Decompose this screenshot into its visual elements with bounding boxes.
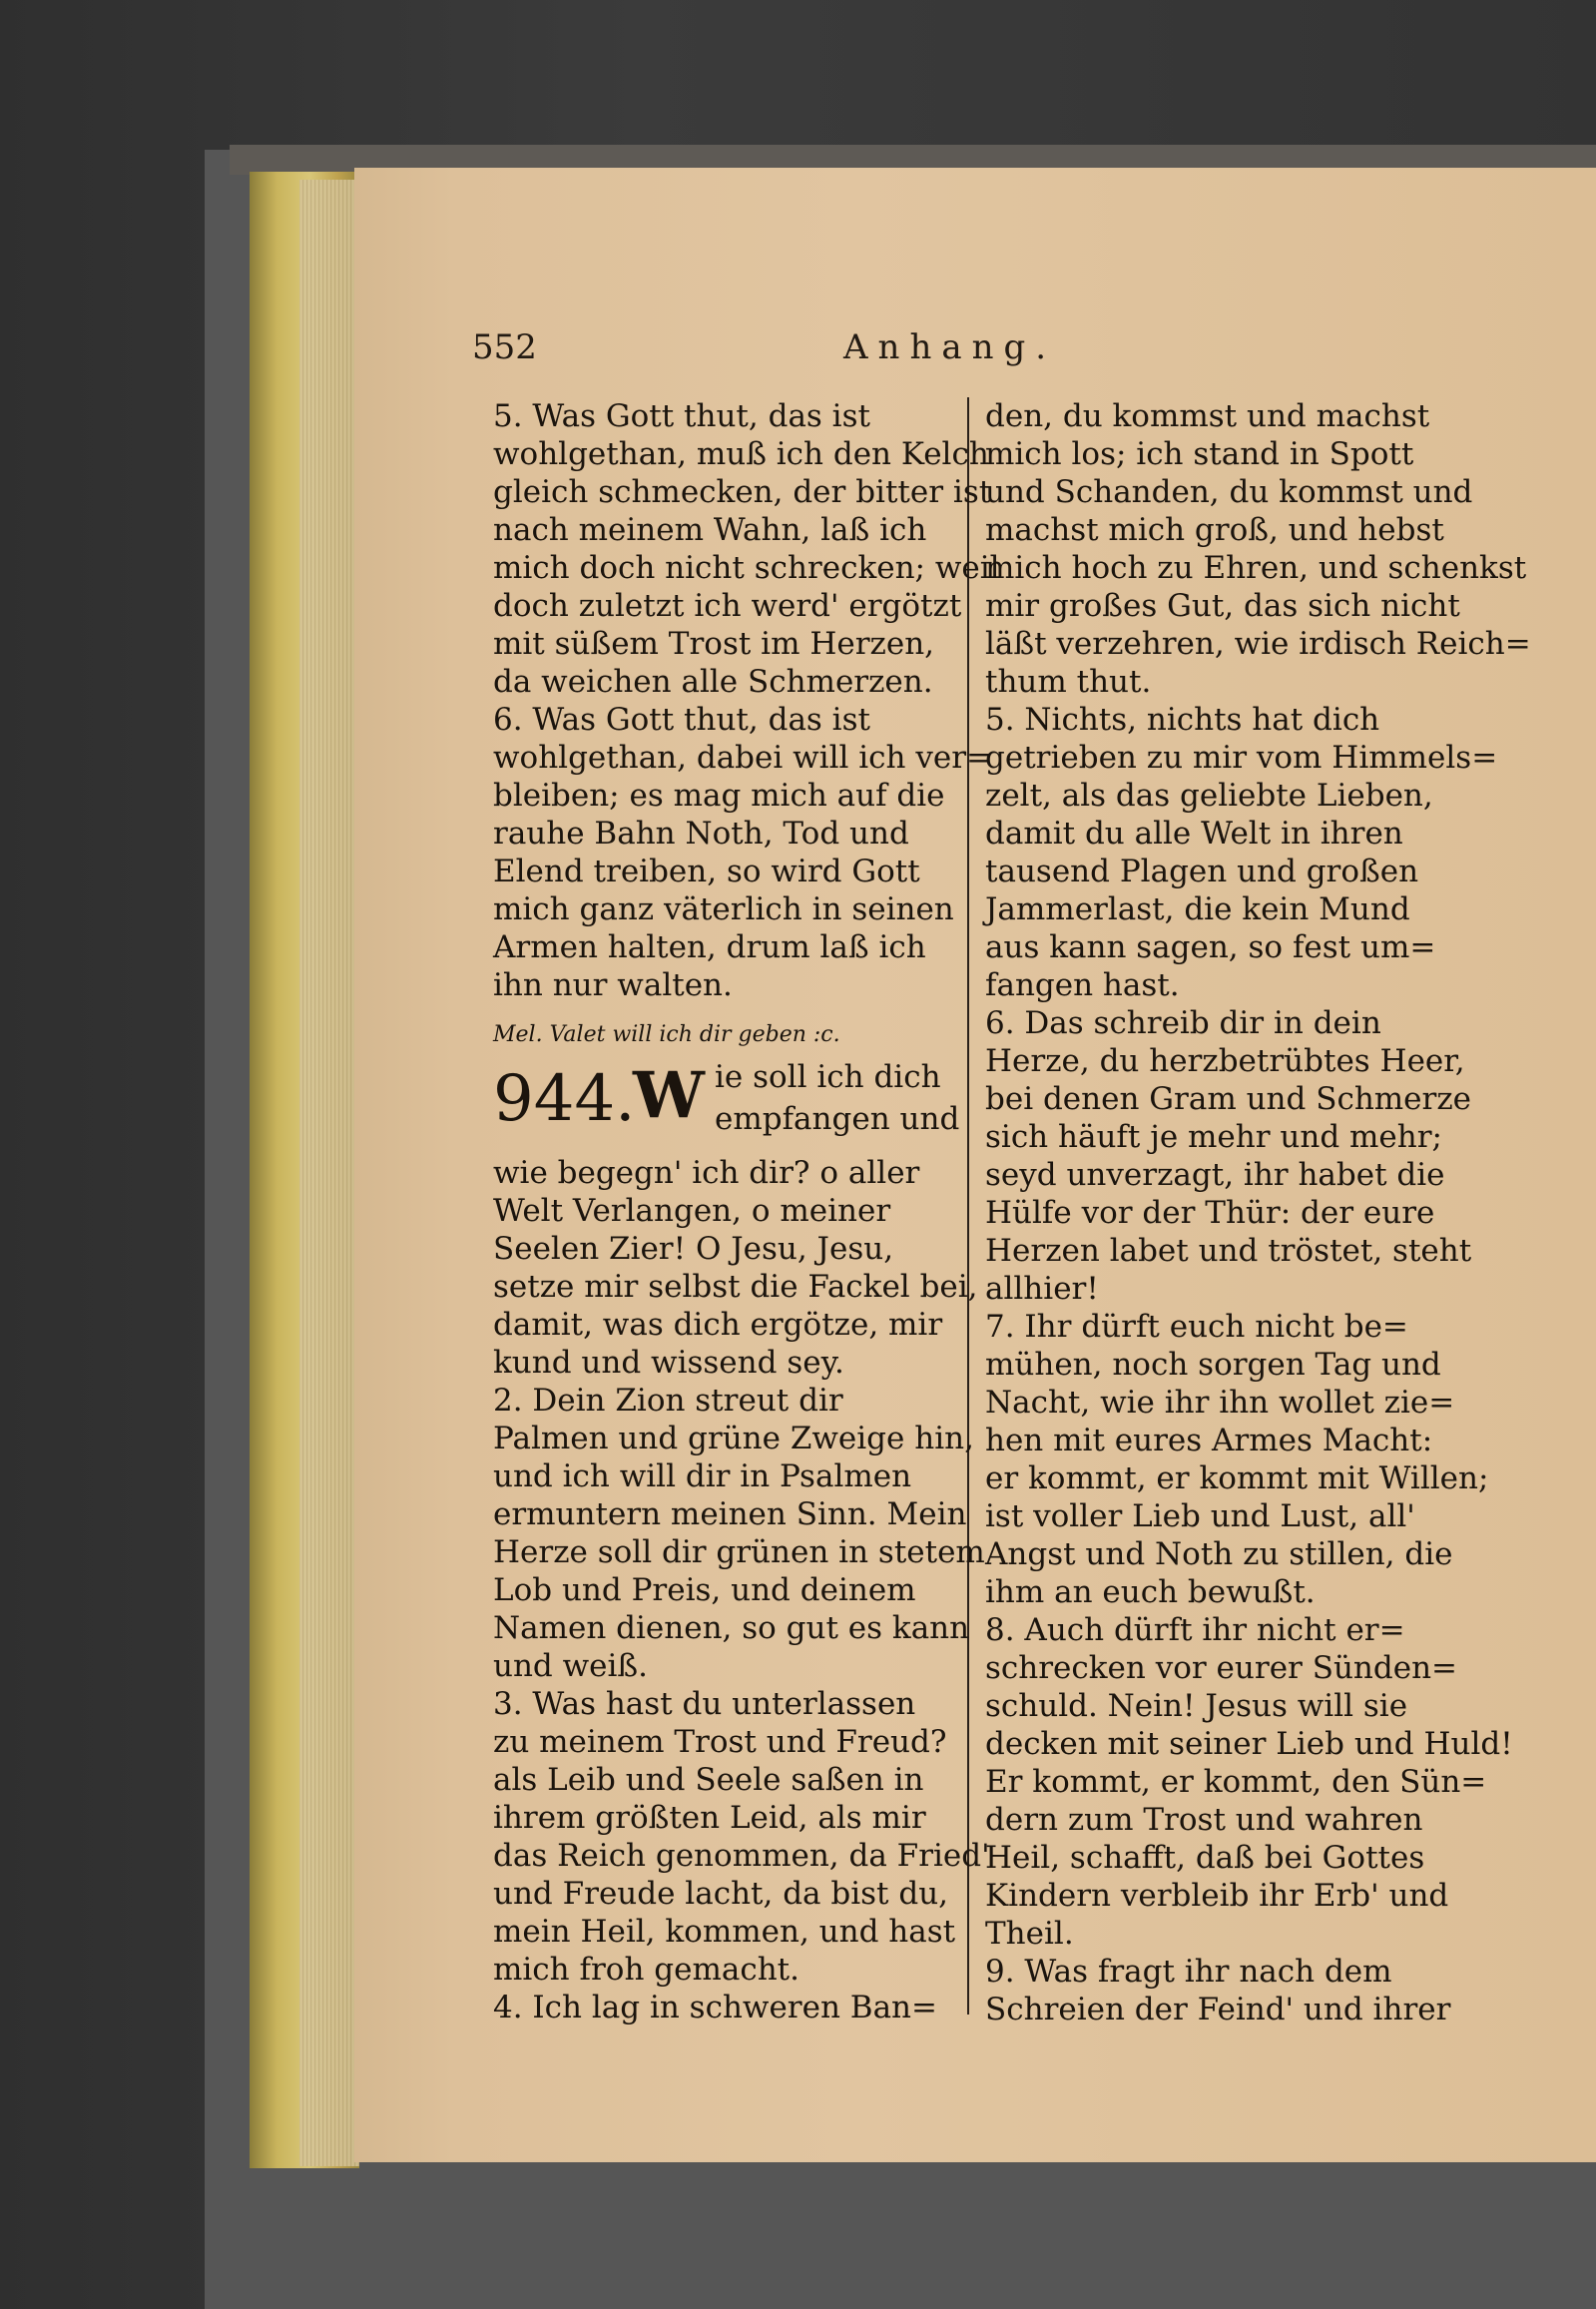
text-line: und Freude lacht, da bist du, <box>493 1876 949 1912</box>
text-line: Angst und Noth zu stillen, die <box>985 1536 1453 1572</box>
text-line: Nacht, wie ihr ihn wollet zie= <box>985 1385 1455 1421</box>
text-line: wohlgethan, muß ich den Kelch <box>493 436 989 472</box>
text-line: bleiben; es mag mich auf die <box>493 778 945 814</box>
text-line: ist voller Lieb und Lust, all' <box>985 1498 1415 1534</box>
text-line: bei denen Gram und Schmerze <box>985 1081 1472 1117</box>
text-line: ihm an euch bewußt. <box>985 1574 1316 1610</box>
text-line: allhier! <box>985 1271 1099 1307</box>
text-line: ihn nur walten. <box>493 967 733 1003</box>
hymn-heading <box>493 1054 982 1154</box>
text-line: Lob und Preis, und deinem <box>493 1572 916 1608</box>
running-title: Anhang. <box>843 327 1057 367</box>
text-line: und weiß. <box>493 1648 648 1684</box>
text-line: Herze, du herzbetrübtes Heer, <box>985 1043 1465 1079</box>
text-line: Kindern verbleib ihr Erb' und <box>985 1878 1449 1914</box>
text-line: da weichen alle Schmerzen. <box>493 664 933 700</box>
text-line: 3. Was hast du unterlassen <box>493 1686 916 1722</box>
text-line: mich los; ich stand in Spott <box>985 436 1414 472</box>
text-line: Theil. <box>985 1916 1074 1952</box>
text-line: läßt verzehren, wie irdisch Reich= <box>985 626 1531 662</box>
text-line: 9. Was fragt ihr nach dem <box>985 1954 1392 1990</box>
text-line: mit süßem Trost im Herzen, <box>493 626 935 662</box>
text-line: und ich will dir in Psalmen <box>493 1458 912 1494</box>
text-line: rauhe Bahn Noth, Tod und <box>493 816 909 852</box>
text-line: fangen hast. <box>985 967 1180 1003</box>
melody-note: Mel. Valet will ich dir geben :c. <box>493 1022 840 1047</box>
text-line: dern zum Trost und wahren <box>985 1802 1423 1838</box>
text-line: setze mir selbst die Fackel bei, <box>493 1269 978 1305</box>
text-line: Jammerlast, die kein Mund <box>985 891 1410 927</box>
text-line: Herzen labet und tröstet, steht <box>985 1233 1472 1269</box>
text-line: doch zuletzt ich werd' ergötzt <box>493 588 962 624</box>
text-line: mich froh gemacht. <box>493 1952 799 1988</box>
text-line: mein Heil, kommen, und hast <box>493 1914 956 1950</box>
text-line: hen mit eures Armes Macht: <box>985 1423 1433 1458</box>
text-line: 8. Auch dürft ihr nicht er= <box>985 1612 1405 1648</box>
text-line: seyd unverzagt, ihr habet die <box>985 1157 1445 1193</box>
text-line: er kommt, er kommt mit Willen; <box>985 1460 1489 1496</box>
text-line: wohlgethan, dabei will ich ver= <box>493 740 993 776</box>
text-line: gleich schmecken, der bitter ist <box>493 474 992 510</box>
text-line: machst mich groß, und hebst <box>985 512 1444 548</box>
text-line: Armen halten, drum laß ich <box>493 929 926 965</box>
text-line: Hülfe vor der Thür: der eure <box>985 1195 1435 1231</box>
text-line: 5. Nichts, nichts hat dich <box>985 702 1380 738</box>
text-line: ie soll ich dich <box>715 1059 941 1095</box>
text-line: zu meinem Trost und Freud? <box>493 1724 947 1760</box>
text-line: schuld. Nein! Jesus will sie <box>985 1688 1408 1724</box>
text-line: empfangen und <box>715 1101 960 1137</box>
text-line: zelt, als das geliebte Lieben, <box>985 778 1433 814</box>
text-line: wie begegn' ich dir? o aller <box>493 1155 920 1191</box>
drop-cap: W <box>633 1058 705 1133</box>
text-line: tausend Plagen und großen <box>985 854 1419 889</box>
text-line: Er kommt, er kommt, den Sün= <box>985 1764 1487 1800</box>
text-line: 5. Was Gott thut, das ist <box>493 398 870 434</box>
text-line: sich häuft je mehr und mehr; <box>985 1119 1442 1155</box>
page-number: 552 <box>472 327 537 367</box>
text-line: als Leib und Seele saßen in <box>493 1762 924 1798</box>
text-line: damit, was dich ergötze, mir <box>493 1307 943 1343</box>
left-column <box>493 397 1000 2026</box>
text-line: Palmen und grüne Zweige hin, <box>493 1421 974 1456</box>
text-line: Elend treiben, so wird Gott <box>493 854 920 889</box>
text-line: 7. Ihr dürft euch nicht be= <box>985 1309 1408 1345</box>
text-line: getrieben zu mir vom Himmels= <box>985 740 1498 776</box>
text-line: 4. Ich lag in schweren Ban= <box>493 1990 937 2025</box>
right-column <box>985 397 1531 2028</box>
text-line: nach meinem Wahn, laß ich <box>493 512 927 548</box>
text-line: 6. Das schreib dir in dein <box>985 1005 1381 1041</box>
text-line: 6. Was Gott thut, das ist <box>493 702 870 738</box>
text-line: mir großes Gut, das sich nicht <box>985 588 1460 624</box>
text-line: schrecken vor eurer Sünden= <box>985 1650 1458 1686</box>
text-line: decken mit seiner Lieb und Huld! <box>985 1726 1513 1762</box>
hymn-number: 944. <box>493 1062 636 1136</box>
text-line: Seelen Zier! O Jesu, Jesu, <box>493 1231 894 1267</box>
text-line: mich hoch zu Ehren, und schenkst <box>985 550 1527 586</box>
text-line: mühen, noch sorgen Tag und <box>985 1347 1441 1383</box>
text-line: den, du kommst und machst <box>985 398 1430 434</box>
text-line: ihrem größten Leid, als mir <box>493 1800 926 1836</box>
text-line: damit du alle Welt in ihren <box>985 816 1403 852</box>
text-line: thum thut. <box>985 664 1152 700</box>
text-line: das Reich genommen, da Fried' <box>493 1838 990 1874</box>
text-line: ermuntern meinen Sinn. Mein <box>493 1496 967 1532</box>
text-line: kund und wissend sey. <box>493 1345 844 1381</box>
text-line: Welt Verlangen, o meiner <box>493 1193 891 1229</box>
text-line: 2. Dein Zion streut dir <box>493 1383 843 1419</box>
text-line: aus kann sagen, so fest um= <box>985 929 1436 965</box>
text-line: Schreien der Feind' und ihrer <box>985 1992 1451 2027</box>
text-line: mich doch nicht schrecken; weil <box>493 550 1000 586</box>
text-line: Heil, schafft, daß bei Gottes <box>985 1840 1425 1876</box>
text-line: und Schanden, du kommst und <box>985 474 1473 510</box>
text-line: Herze soll dir grünen in stetem <box>493 1534 985 1570</box>
text-line: mich ganz väterlich in seinen <box>493 891 954 927</box>
text-line: Namen dienen, so gut es kann <box>493 1610 970 1646</box>
page-stack-edges <box>299 180 359 2166</box>
